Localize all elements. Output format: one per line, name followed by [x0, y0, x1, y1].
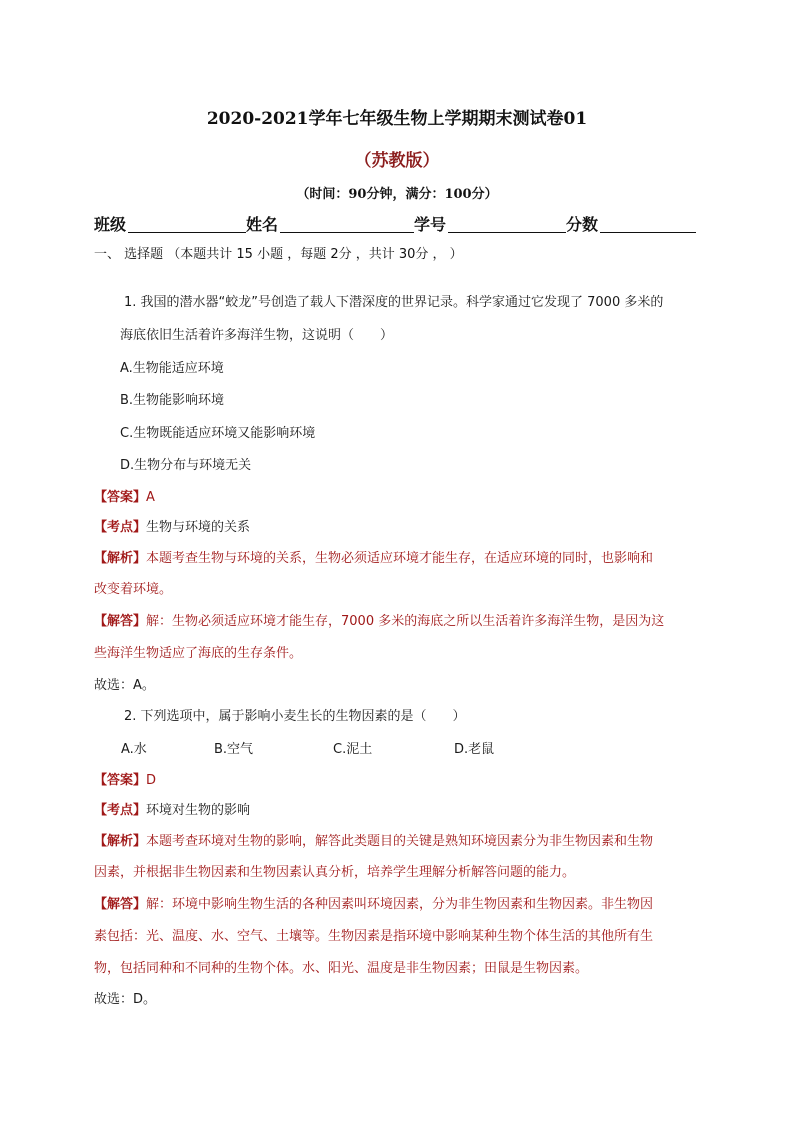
analysis-text: 本题考查环境对生物的影响，解答此类题目的关键是熟知环境因素分为非生物因素和生物: [146, 834, 654, 849]
q2-option-d: D.老鼠: [454, 742, 495, 757]
solution-text: 解：环境中影响生物生活的各种因素叫环境因素，分为非生物因素和生物因素。非生物因: [146, 897, 654, 912]
edition-subtitle: （苏教版）: [354, 151, 440, 171]
answer-tag: 【答案】: [94, 773, 147, 788]
q2-answer: [94, 769, 156, 788]
q1-option-c: C.生物既能适应环境又能影响环境: [120, 426, 316, 441]
point-value: 环境对生物的影响: [146, 803, 251, 818]
q1-option-d: D.生物分布与环境无关: [120, 458, 252, 473]
name-label: 姓名: [246, 215, 279, 234]
answer-tag: 【答案】: [94, 490, 147, 505]
q2-stem: 2. 下列选项中，属于影响小麦生长的生物因素的是（ ）: [124, 709, 466, 724]
class-blank[interactable]: [128, 212, 246, 233]
number-label: 学号: [414, 215, 447, 234]
page-title: 2020-2021学年七年级生物上学期期末测试卷01: [206, 109, 588, 129]
q1-stem-line2: 海底依旧生活着许多海洋生物，这说明（ ）: [120, 328, 394, 343]
q2-solution-line3: 物，包括同种和不同种的生物个体。水、阳光、温度是非生物因素；田鼠是生物因素。: [94, 961, 589, 976]
name-blank[interactable]: [280, 212, 414, 233]
q1-stem-line1: 1. 我国的潜水器“蛟龙”号创造了载人下潜深度的世界记录。科学家通过它发现了 7000 多米的: [124, 295, 664, 310]
solution-text: 解：生物必须适应环境才能生存，7000 多米的海底之所以生活着许多海洋生物，是因为这: [146, 614, 665, 629]
q2-solution-line1: [94, 893, 653, 912]
q1-analysis-line1: [94, 547, 653, 566]
solution-tag: 【解答】: [94, 897, 147, 912]
q1-answer: [94, 486, 155, 505]
analysis-tag: 【解析】: [94, 834, 147, 849]
number-blank[interactable]: [448, 212, 566, 233]
q2-option-c: C.泥土: [333, 742, 373, 757]
score-blank[interactable]: [600, 212, 696, 233]
q1-option-a: A.生物能适应环境: [120, 361, 224, 376]
section-heading: 一、 选择题 （本题共计 15 小题 ，每题 2分 ，共计 30分 ， ）: [94, 247, 463, 262]
class-label: 班级: [94, 215, 127, 234]
q2-analysis-line2: 因素，并根据非生物因素和生物因素认真分析，培养学生理解分析解答问题的能力。: [94, 865, 576, 880]
student-info-line: [94, 212, 696, 236]
q1-solution-line2: 些海洋生物适应了海底的生存条件。: [94, 646, 303, 661]
point-value: 生物与环境的关系: [146, 520, 251, 535]
point-tag: 【考点】: [94, 803, 147, 818]
q2-option-a: A.水: [121, 742, 147, 757]
q2-solution-line2: 素包括：光、温度、水、空气、土壤等。生物因素是指环境中影响某种生物个体生活的其他所有生: [94, 929, 654, 944]
point-tag: 【考点】: [94, 520, 147, 535]
q1-analysis-line2: 改变着环境。: [94, 582, 173, 597]
solution-tag: 【解答】: [94, 614, 147, 629]
q1-solution-line1: [94, 610, 664, 629]
q1-choose: 故选：A。: [94, 678, 155, 693]
q1-option-b: B.生物能影响环境: [120, 393, 225, 408]
answer-value: A: [146, 490, 155, 505]
q2-analysis-line1: [94, 830, 653, 849]
score-label: 分数: [566, 215, 599, 234]
q2-option-b: B.空气: [214, 742, 254, 757]
analysis-tag: 【解析】: [94, 551, 147, 566]
answer-value: D: [146, 773, 157, 788]
q2-choose: 故选：D。: [94, 992, 157, 1007]
analysis-text: 本题考查生物与环境的关系，生物必须适应环境才能生存，在适应环境的同时，也影响和: [146, 551, 654, 566]
q2-point: [94, 799, 250, 818]
time-info: （时间：90分钟，满分：100分）: [296, 187, 498, 202]
q1-point: [94, 516, 250, 535]
